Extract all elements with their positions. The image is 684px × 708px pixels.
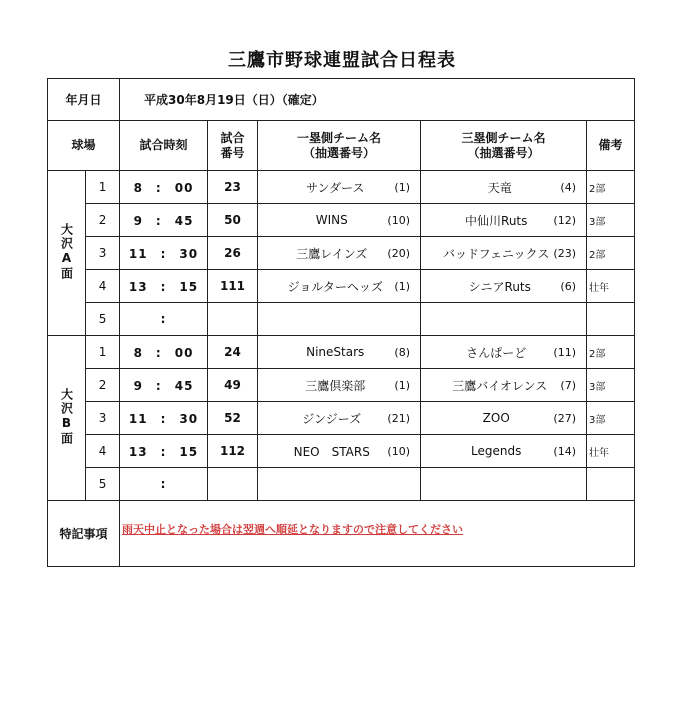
match-time: 11 : 30 — [120, 237, 208, 270]
venue-name: 大沢A面 — [59, 222, 74, 281]
first-base-lot: (1) — [394, 180, 411, 194]
venue-label — [48, 171, 86, 336]
third-base-team — [421, 435, 587, 468]
table-row — [48, 336, 635, 369]
table-row — [48, 369, 635, 402]
table-row — [48, 303, 635, 336]
third-base-team-name: ZOO — [482, 411, 510, 425]
date-value: 平成30年8月19日（日）（確定） — [120, 79, 635, 121]
first-base-lot: (20) — [387, 246, 411, 260]
match-time: 9 : 45 — [120, 204, 208, 237]
third-base-team-name: 天竜 — [487, 180, 512, 195]
third-base-team — [421, 336, 587, 369]
match-number: 52 — [208, 402, 258, 435]
first-base-team — [258, 171, 421, 204]
third-base-team — [421, 303, 587, 336]
first-base-team — [258, 270, 421, 303]
row-number: 2 — [86, 204, 120, 237]
third-base-lot: (4) — [560, 180, 577, 194]
notes-label: 特記事項 — [48, 501, 120, 567]
first-base-team-name: NEO STARS — [293, 444, 370, 459]
first-base-team — [258, 237, 421, 270]
remark: 3部 — [587, 204, 635, 237]
first-base-team-name: サンダース — [306, 180, 365, 195]
row-number: 4 — [86, 270, 120, 303]
third-base-team — [421, 204, 587, 237]
third-base-lot: (14) — [553, 444, 577, 458]
first-base-team — [258, 468, 421, 501]
row-number: 3 — [86, 402, 120, 435]
third-base-team-name: シニアRuts — [468, 279, 531, 294]
first-base-team-name: NineStars — [306, 345, 365, 359]
notes-row — [48, 501, 635, 567]
match-time: 8 : 00 — [120, 171, 208, 204]
match-number: 50 — [208, 204, 258, 237]
third-base-lot: (6) — [560, 279, 577, 293]
first-base-team — [258, 336, 421, 369]
remark: 3部 — [587, 402, 635, 435]
notes-text: 雨天中止となった場合は翌週へ順延となりますので注意してください — [120, 501, 635, 567]
row-number: 4 — [86, 435, 120, 468]
match-number: 112 — [208, 435, 258, 468]
remark — [587, 303, 635, 336]
third-base-team — [421, 171, 587, 204]
header-remarks: 備考 — [587, 121, 635, 171]
table-row — [48, 171, 635, 204]
header-match-no-text: 試合 番号 — [220, 130, 245, 160]
first-base-lot: (21) — [387, 411, 411, 425]
first-base-team-name: ジョルターヘッズ — [287, 279, 383, 294]
row-number: 2 — [86, 369, 120, 402]
match-time: 13 : 15 — [120, 270, 208, 303]
third-base-team — [421, 270, 587, 303]
match-time: 9 : 45 — [120, 369, 208, 402]
third-base-lot: (11) — [553, 345, 577, 359]
third-base-lot: (12) — [553, 213, 577, 227]
row-number: 5 — [86, 468, 120, 501]
third-base-team — [421, 468, 587, 501]
match-number — [208, 468, 258, 501]
match-time: : — [120, 468, 208, 501]
table-row — [48, 237, 635, 270]
third-base-lot: (27) — [553, 411, 577, 425]
schedule-table — [47, 78, 635, 567]
first-base-team-name: 三鷹倶楽部 — [305, 378, 366, 393]
first-base-lot: (1) — [394, 279, 411, 293]
match-time: 13 : 15 — [120, 435, 208, 468]
first-base-team — [258, 303, 421, 336]
table-row — [48, 402, 635, 435]
first-base-lot: (1) — [394, 378, 411, 392]
header-match-no — [208, 121, 258, 171]
first-base-team — [258, 204, 421, 237]
match-number: 111 — [208, 270, 258, 303]
venue-body — [48, 171, 635, 501]
third-base-team-name: さんぱーど — [466, 345, 527, 360]
remark: 壮年 — [587, 270, 635, 303]
first-base-lot: (10) — [387, 444, 411, 458]
row-number: 1 — [86, 336, 120, 369]
third-base-team-name: 三鷹バイオレンス — [452, 378, 548, 393]
remark — [587, 468, 635, 501]
row-number: 5 — [86, 303, 120, 336]
row-number: 1 — [86, 171, 120, 204]
first-base-lot: (10) — [387, 213, 411, 227]
table-row — [48, 468, 635, 501]
third-base-lot: (7) — [560, 378, 577, 392]
first-base-team — [258, 435, 421, 468]
match-number — [208, 303, 258, 336]
first-base-lot: (8) — [394, 345, 411, 359]
first-base-team-name: ジンジーズ — [302, 411, 362, 426]
venue-name: 大沢B面 — [59, 387, 74, 446]
remark: 壮年 — [587, 435, 635, 468]
third-base-team-name: Legends — [471, 444, 522, 458]
venue-label — [48, 336, 86, 501]
third-base-team — [421, 402, 587, 435]
date-label: 年月日 — [48, 79, 120, 121]
match-number: 26 — [208, 237, 258, 270]
header-first-base — [258, 121, 421, 171]
remark: 2部 — [587, 171, 635, 204]
first-base-team-name: WINS — [315, 213, 348, 227]
first-base-team — [258, 369, 421, 402]
row-number: 3 — [86, 237, 120, 270]
match-time: 11 : 30 — [120, 402, 208, 435]
match-number: 24 — [208, 336, 258, 369]
table-row — [48, 204, 635, 237]
header-row — [48, 121, 635, 171]
match-number: 49 — [208, 369, 258, 402]
match-number: 23 — [208, 171, 258, 204]
match-time: : — [120, 303, 208, 336]
header-third-base — [421, 121, 587, 171]
match-time: 8 : 00 — [120, 336, 208, 369]
page-title: 三鷹市野球連盟試合日程表 — [228, 50, 456, 71]
header-field: 球場 — [48, 121, 120, 171]
header-first-base-text: 一塁側チーム名 （抽選番号） — [297, 130, 382, 160]
date-row — [48, 79, 635, 121]
remark: 2部 — [587, 336, 635, 369]
table-row — [48, 270, 635, 303]
third-base-lot: (23) — [553, 246, 577, 260]
header-time: 試合時刻 — [120, 121, 208, 171]
first-base-team — [258, 402, 421, 435]
header-third-base-text: 三塁側チーム名 （抽選番号） — [461, 130, 546, 160]
remark: 2部 — [587, 237, 635, 270]
remark: 3部 — [587, 369, 635, 402]
third-base-team-name: バッドフェニックス — [442, 246, 550, 261]
third-base-team — [421, 369, 587, 402]
third-base-team-name: 中仙川Ruts — [465, 213, 528, 228]
third-base-team — [421, 237, 587, 270]
table-row — [48, 435, 635, 468]
first-base-team-name: 三鷹レインズ — [296, 246, 368, 261]
